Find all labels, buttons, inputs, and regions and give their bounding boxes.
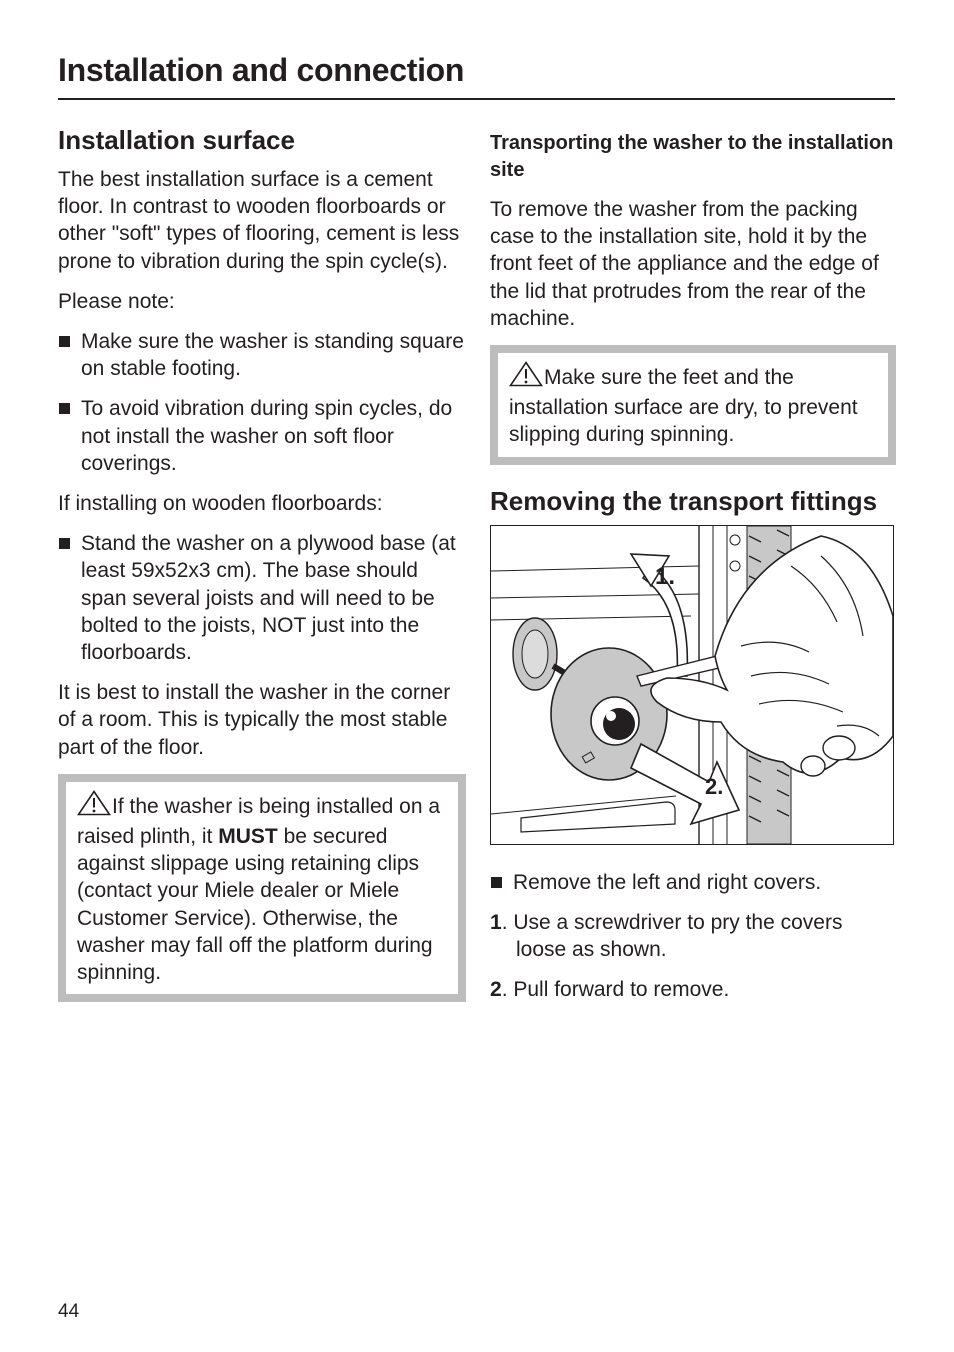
plinth-warning-box: [58, 774, 466, 1002]
fittings-bullet-list: [490, 869, 896, 896]
transporting-body: To remove the washer from the packing case to the installation site, hold it by the front feet of the appliance and the edge of the lid that protrudes from the rear of the machine.: [490, 198, 879, 330]
transporting-heading: Transporting the washer to the installation site: [490, 132, 894, 181]
wooden-floor-list: [58, 530, 466, 666]
warning-triangle-icon: [77, 790, 111, 823]
feet-warning-box: [490, 345, 896, 465]
bullet-square-icon: [59, 538, 70, 549]
list-item: [58, 530, 466, 666]
list-item: [490, 869, 896, 896]
list-item-text: Remove the left and right covers.: [513, 870, 822, 894]
step-item: [490, 909, 896, 963]
step-number: 2: [490, 978, 502, 1002]
step-text: . Use a screwdriver to pry the covers loose as shown.: [501, 910, 843, 962]
step-1-label: 1.: [655, 562, 676, 590]
corner-note: It is best to install the washer in the corner of a room. This is typically the most stable part of the floor.: [58, 681, 451, 759]
list-item-text: Make sure the washer is standing square on stable footing.: [81, 330, 464, 381]
transport-fittings-heading: Removing the transport fittings: [490, 485, 878, 516]
right-column: [490, 124, 896, 1016]
please-note-label: Please note:: [58, 289, 175, 313]
list-item: [58, 395, 466, 477]
please-note-list: [58, 328, 466, 477]
warning-text: Make sure the feet and the installation surface are dry, to prevent slipping during spinning.: [509, 366, 858, 447]
transport-cover-removal-illustration: [490, 525, 894, 845]
wooden-floor-intro: If installing on wooden floorboards:: [58, 492, 383, 516]
list-item-text: To avoid vibration during spin cycles, do not install the washer on soft floor coverings.: [81, 397, 453, 475]
bullet-square-icon: [491, 877, 502, 888]
page-title: Installation and connection: [58, 52, 465, 88]
title-rule: [58, 98, 895, 100]
step-2-label: 2.: [705, 773, 724, 799]
installation-surface-heading: Installation surface: [58, 125, 295, 155]
warning-emphasis: MUST: [218, 825, 278, 849]
warning-triangle-icon: [509, 361, 543, 394]
bullet-square-icon: [59, 336, 70, 347]
warning-text: If the washer is being installed on a raised plinth, it: [77, 794, 441, 849]
list-item: [58, 328, 466, 382]
step-number: 1: [490, 910, 502, 934]
step-text: . Pull forward to remove.: [501, 978, 730, 1002]
left-column: [58, 124, 466, 1015]
step-item: [490, 976, 896, 1003]
list-item-text: Stand the washer on a plywood base (at least 59x52x3 cm). The base should span several joists and will need to be bolted to the joists, NOT just into the floorboards.: [81, 532, 456, 665]
warning-text: be secured against slippage using retaining clips (contact your Miele dealer or Miele Customer Service). Otherwise, the washer may fall off the platform during spinning.: [77, 825, 433, 985]
bullet-square-icon: [59, 403, 70, 414]
installation-surface-intro: The best installation surface is a cement floor. In contrast to wooden floorboards or other "soft" types of flooring, cement is less prone to vibration during the spin cycle(s).: [58, 168, 460, 273]
page-number: 44: [58, 1301, 80, 1322]
